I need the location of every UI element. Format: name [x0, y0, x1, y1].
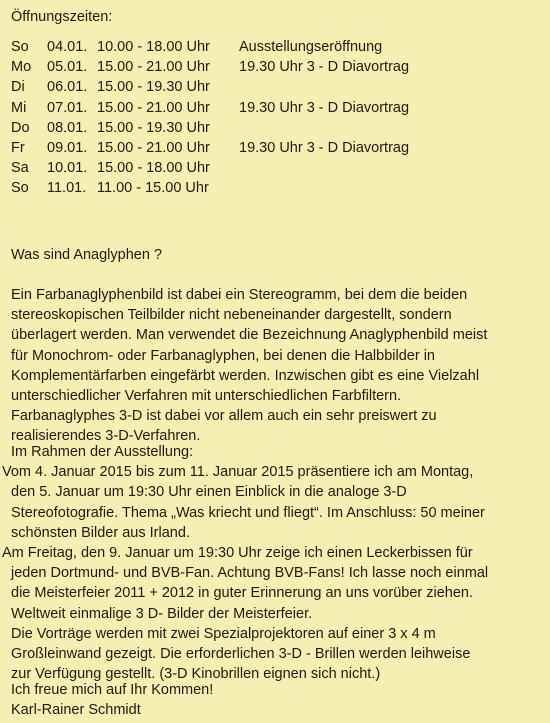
date-cell: 04.01. — [47, 39, 88, 55]
time-cell: 15.00 - 21.00 Uhr — [97, 99, 210, 116]
table-row — [11, 138, 409, 158]
note-cell — [239, 118, 409, 138]
day-cell: Sa — [11, 160, 29, 177]
note-cell — [239, 178, 409, 198]
table-row — [11, 98, 409, 118]
table-row — [11, 77, 409, 97]
date-cell: 08.01. — [47, 119, 88, 136]
day-cell: Mi — [11, 99, 27, 116]
table-row — [11, 118, 409, 138]
text-line: Am Freitag, den 9. Januar um 19:30 Uhr zeige ich einen Leckerbissen für — [2, 544, 473, 561]
closing-greeting: Ich freue mich auf Ihr Kommen! — [11, 682, 214, 698]
text-line: Stereofotografie. Thema „Was kriecht und fliegt“. Im Anschluss: 50 meiner — [11, 504, 485, 521]
text-line: Farbanaglyphes 3-D ist dabei vor allem auch ein sehr preiswert zu — [11, 408, 437, 425]
note-cell: Ausstellungseröffnung — [239, 39, 383, 55]
time-cell: 15.00 - 19.30 Uhr — [97, 119, 210, 136]
opening-hours-heading: Öffnungszeiten: — [11, 9, 113, 25]
day-cell: Fr — [11, 140, 25, 157]
date-cell: 09.01. — [47, 140, 88, 157]
text-line: schönsten Bilder aus Irland. — [11, 524, 190, 541]
note-cell: 19.30 Uhr 3 - D Diavortrag — [239, 59, 410, 76]
day-cell: Di — [11, 79, 25, 96]
table-row — [11, 37, 409, 57]
date-cell: 10.01. — [47, 160, 88, 177]
time-cell: 10.00 - 18.00 Uhr — [97, 39, 210, 55]
date-cell: 07.01. — [47, 99, 88, 116]
opening-hours-table — [11, 37, 409, 199]
closing — [11, 680, 213, 720]
text-line: Die Vorträge werden mit zwei Spezialprojektoren auf einer 3 x 4 m — [11, 625, 436, 642]
day-cell: So — [11, 180, 29, 197]
text-line: Großleinwand gezeigt. Die erforderlichen 3-D - Brillen werden leihweise — [11, 645, 471, 662]
text-line: stereoskopischen Teilbilder nicht nebeneinander dargestellt, sondern — [11, 307, 452, 324]
table-row — [11, 57, 409, 77]
text-line: unterschiedlicher Verfahren mit unterschiedlichen Farbfiltern. — [11, 387, 402, 404]
text-line: den 5. Januar um 19:30 Uhr einen Einblick in die analoge 3-D — [11, 484, 407, 501]
day-cell: Do — [11, 119, 30, 136]
exhibition-paragraph — [2, 442, 488, 684]
anaglyph-question: Was sind Anaglyphen ? — [11, 247, 163, 263]
text-line: die Meisterfeier 2011 + 2012 in guter Erinnerung an uns vorüber ziehen. — [11, 585, 474, 602]
day-cell: So — [11, 39, 29, 55]
date-cell: 05.01. — [47, 59, 88, 76]
text-line: für Monochrom- oder Farbanaglyphen, bei denen die Halbbilder in — [11, 347, 435, 364]
text-line: Weltweit einmalige 3 D- Bilder der Meisterfeier. — [11, 605, 313, 622]
table-row — [11, 178, 409, 198]
date-cell: 11.01. — [47, 180, 87, 197]
time-cell: 15.00 - 21.00 Uhr — [97, 59, 210, 76]
date-cell: 06.01. — [47, 79, 88, 96]
text-line: Vom 4. Januar 2015 bis zum 11. Januar 2015 präsentiere ich am Montag, — [2, 464, 474, 481]
text-line: jeden Dortmund- und BVB-Fan. Achtung BVB-Fans! Ich lasse noch einmal — [11, 565, 489, 582]
note-cell — [239, 77, 409, 97]
text-line: Komplementärfarben eingefärbt werden. Inzwischen gibt es eine Vielzahl — [11, 367, 480, 384]
note-cell — [239, 158, 409, 178]
text-line: realisierendes 3-D-Verfahren. — [11, 428, 201, 445]
time-cell: 11.00 - 15.00 Uhr — [97, 180, 209, 197]
text-line: zur Verfügung gestellt. (3-D Kinobrillen eignen sich nicht.) — [11, 666, 381, 683]
day-cell: Mo — [11, 59, 32, 76]
text-line: Ein Farbanaglyphenbild ist dabei ein Stereogramm, bei dem die beiden — [11, 287, 468, 303]
time-cell: 15.00 - 18.00 Uhr — [97, 160, 210, 177]
signature: Karl-Rainer Schmidt — [11, 702, 141, 719]
time-cell: 15.00 - 21.00 Uhr — [97, 140, 210, 157]
table-row — [11, 158, 409, 178]
note-cell: 19.30 Uhr 3 - D Diavortrag — [239, 140, 410, 157]
exhibition-heading: Im Rahmen der Ausstellung: — [11, 444, 194, 460]
time-cell: 15.00 - 19.30 Uhr — [97, 79, 210, 96]
text-line: überlagert werden. Man verwendet die Bezeichnung Anaglyphenbild meist — [11, 327, 488, 344]
anaglyph-paragraph — [11, 285, 487, 447]
note-cell: 19.30 Uhr 3 - D Diavortrag — [239, 99, 410, 116]
